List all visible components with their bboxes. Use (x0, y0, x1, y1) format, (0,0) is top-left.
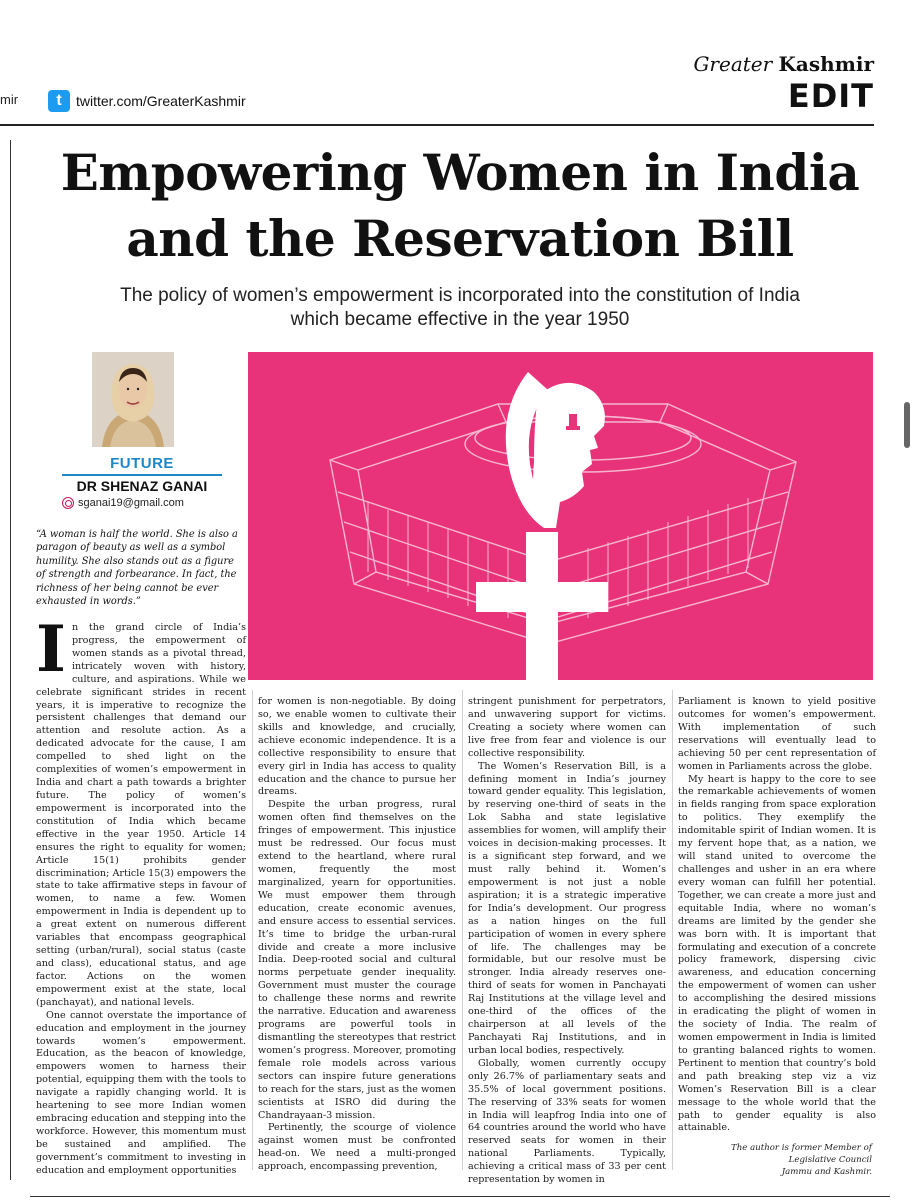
headline-line-1: Empowering Women in India (60, 143, 860, 202)
headline (60, 140, 860, 272)
author-portrait-icon (92, 352, 174, 447)
author-name: DR SHENAZ GANAI (76, 478, 208, 494)
paragraph: My heart is happy to the core to see the remarkable achievements of women in fields ranging from space exploration to politics. They exemplify the indomitable spirit of Indian women. It is my fervent hope that, as a nation, we will stand united to overcome the challenges and usher in an era where every woman can fulfill her potential. Together, we can create a more just and equitable India, where no woman’s dreams are limited by the gender she was born with. It is important that formulating and execution of a concrete policy framework, dispersing civic awareness, and education concerning the empowerment of women can usher to accomplishing the desired missions in eradicating the plight of women in the society of India. The realm of women empowerment in India is limited to granting balanced rights to women. Pertinent to mention that country’s bold and path breaking step viz a viz Women’s Reservation Bill is a clear message to the whole world that the path to gender equality is also attainable. (678, 773, 876, 1134)
twitter-handle: twitter.com/GreaterKashmir (76, 93, 246, 109)
illustration (248, 352, 873, 680)
brand-name (693, 52, 874, 76)
deck (100, 284, 820, 332)
section-label: EDIT (787, 77, 874, 115)
paragraph: The Women’s Reservation Bill, is a defining moment in India’s journey toward gender equality. This legislation, by reserving one-third of seats in the Lok Sabha and state legislative assemblies for women, will amplify their voices in decision-making processes. It is a significant step forward, and we must rally behind it. Women’s empowerment is not just a noble aspiration; it is a strategic imperative for India’s development. Our progress as a nation hinges on the full participation of women in every sphere of life. The challenges may be formidable, but our resolve must be stronger. India already reserves one-third of seats for women in Panchayati Raj Institutions at the village level and one-third of the offices of the chairperson at all levels of the Panchayati Raj Institutions, and in urban local bodies, respectively. (468, 760, 666, 1056)
column-divider-2 (462, 690, 463, 1170)
brand-kashmir: Kashmir (778, 52, 874, 76)
paragraph: Globally, women currently occupy only 26.7% of parliamentary seats and 35.5% of local government positions. The reserving of 33% seats for women in India will leapfrog India into one of 64 countries around the world who have reserved seats for women in their national Parliaments. Typically, achieving a critical mass of 33 per cent representation by women in (468, 1057, 666, 1186)
twitter-icon: t (48, 90, 70, 112)
paragraph: n the grand circle of India’s progress, the empowerment of women stands as a pivotal thread, intricately woven with history, culture, and aspirations. While we celebrate significant strides in recent years, it is imperative to recognize the persistent challenges that demand our attention and resolute action. As a dedicated advocate for the cause, I am compelled to shed light on the complexities of women’s empowerment in India and chart a path towards a brighter future. The policy of women’s empowerment is incorporated into the constitution of India which became effective in the year 1950. Article 14 ensures the right to equality for women; Article 15(1) prohibits gender discrimination; Article 15(3) empowers the state to take affirmative steps in favour of women, to name a few. Women empowerment in India is dependent up to a great extent on numerous different variables that encompass geographical setting (urban/rural), social status (caste and class), educational status, and age factor. Actions on the women empowerment exist at the state, local (panchayat), and national levels. (36, 622, 246, 1008)
masthead-brand (693, 52, 874, 116)
paragraph: stringent punishment for perpetrators, and unwavering support for victims. Creating a society where women can live free from fear and violence is our collective responsibility. (468, 696, 666, 759)
vertical-scrollbar[interactable] (904, 402, 910, 448)
masthead-rule (0, 124, 874, 126)
article-column-3 (468, 696, 666, 1187)
pull-quote: “A woman is half the world. She is also a paragon of beauty as well as a symbol humility. She also stands out as a figure of strength and forbearance. In fact, the richness of her being cannot be ever exhausted in words.” (36, 529, 238, 608)
page-bottom-rule (30, 1196, 890, 1197)
headline-line-2: and the Reservation Bill (126, 209, 794, 268)
author-email[interactable] (62, 497, 184, 509)
email-icon (62, 497, 74, 509)
author-note-line-1: The author is former Member of Legislative Council (731, 1143, 872, 1165)
left-column-rule (10, 140, 11, 1180)
byline-rule (62, 474, 222, 476)
column-divider-3 (672, 690, 673, 1170)
author-photo (92, 352, 174, 447)
column-divider-1 (252, 690, 253, 1170)
deck-line-2: which became effective in the year 1950 (290, 309, 630, 330)
deck-line-1: The policy of women’s empowerment is incorporated into the constitution of India (120, 285, 800, 306)
article-column-2 (258, 696, 456, 1174)
paragraph: Pertinently, the scourge of violence against women must be confronted head-on. We need a multi-pronged approach, encompassing prevention, (258, 1122, 456, 1173)
paragraph: for women is non-negotiable. By doing so, we enable women to cultivate their skills and knowledge, and crucially, achieve economic independence. It is a collective responsibility to ensure that every girl in India has access to quality education and the chance to pursue her dreams. (258, 696, 456, 798)
article-column-1 (36, 612, 246, 1178)
paragraph: Despite the urban progress, rural women often find themselves on the fringes of empowerment. This injustice must be redressed. Our focus must extend to the heartland, where rural women, frequently the most marginalized, yearn for opportunities. We must empower them through education, create economic avenues, and ensure access to essential services. It’s time to bridge the urban-rural divide and create a more inclusive India. Deep-rooted social and cultural norms perpetuate gender inequality. Government must muster the courage to challenge these norms and rewrite the narrative. Education and awareness programs are powerful tools in dismantling the stereotypes that restrict women’s progress. Moreover, promoting female role models across various sectors can inspire future generations to reach for the stars, just as the women scientists at ISRO did during the Chandrayaan-3 mission. (258, 799, 456, 1121)
drop-cap: I (36, 612, 66, 687)
parliament-venus-icon (248, 352, 873, 680)
twitter-link[interactable] (48, 90, 246, 112)
paragraph: Parliament is known to yield positive outcomes for women’s empowerment. With implementation of such reservations will eventually lead to achieving 50 per cent representation of women in Parliaments across the globe. (678, 696, 876, 772)
brand-greater: Greater (693, 52, 773, 76)
previous-page-stub: mir (0, 92, 19, 107)
author-note-line-2: Jammu and Kashmir. (781, 1167, 872, 1177)
column-label: FUTURE (110, 455, 174, 472)
author-email-text: sganai19@gmail.com (78, 497, 184, 509)
author-note (690, 1142, 872, 1178)
paragraph: One cannot overstate the importance of education and employment in the journey towards women’s empowerment. Education, as the beacon of knowledge, empowers women to harness their potential, equipping them with the tools to navigate a rapidly changing world. It is heartening to see more Indian women embracing education and stepping into the workforce. However, this momentum must be sustained and amplified. The government’s commitment to investing in education and employment opportunities (36, 1009, 246, 1176)
article-column-4 (678, 696, 876, 1135)
